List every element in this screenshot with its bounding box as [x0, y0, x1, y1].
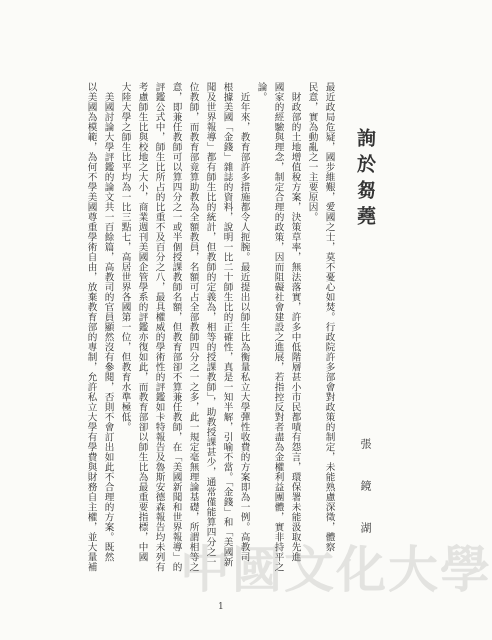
text-column: 考慮師生比與校地之大小，商業週刊美國企管學系的評鑑亦復如此，而教育部卻以師生比為最重要指標，中國 — [136, 82, 148, 562]
text-column: 國家的經驗與理念，制定合理的政策，因而阻礙社會建設之進展，若指控反對者盡為金權利益團體，實非持平之 — [272, 82, 284, 572]
text-column: 近年來，教育部許多措施都令人扼腕。最近提出以師生比為衡量私立大學彈性收費的方案即為一例。高教司 — [238, 92, 250, 562]
text-column: 財政部的土地增值稅方案，決策草率，無法落實，許多中低階層甚小市民都嘖有怨言，環保署未能汲取先進 — [289, 92, 301, 562]
text-column: 大陸大學之師生比平均為一比三點七，高居世界各國第一位，但教育水準極低。 — [119, 82, 131, 432]
author-name: 張 鏡 湖 — [359, 438, 372, 542]
text-column: 以美國為模範，為何不學美國尊重學術自由，放棄教育部的專制，允許私立大學有學費與財務自主權，並大量補 — [85, 82, 97, 572]
page-number: 1 — [218, 602, 224, 612]
text-column: 評鑑公式中，師生比所占的比重不及百分之八，最具權威的學術性的評鑑如卡特報告及魯斯安德森報告均未列有 — [153, 82, 165, 572]
text-column: 位教師，而教育部竟算助教為全額教員，名額可占全部教師四分之一之多，此一規定毫無理論基礎，所謂相等之 — [187, 82, 199, 572]
text-column: 美國討論大學評鑑的論文共一百餘篇，高教司的官員顯然沒有參閱，否則不會訂出如此不合理的方案。既然 — [102, 92, 114, 562]
text-column: 根據美國「金錢」雜誌的資料，說明一比二十師生比的正確性，真是一知半解，引喻不當。「金錢」和「美國新 — [221, 82, 233, 568]
article-title: 詢於芻蕘 — [354, 128, 376, 232]
text-column: 聞及世界報導」都有師生比的統計，但教師的定義為，相等的授課教師」，助教授課甚少，通常僅能算四分之一 — [204, 82, 216, 568]
text-column: 最近政局危疑，國步維艱，愛國之士，莫不憂心如焚。行政院許多部會對政策的制定，未能熟慮深徵，體察 — [323, 82, 335, 552]
watermark-text: 中國文化大學 — [180, 540, 492, 599]
text-column: 民意，實為動亂之一主要原因。 — [306, 82, 318, 222]
text-column: 意，即兼任教師可以算四分之一或半個授課教師名額，但教育部卻不算兼任教師，在「美國新聞和世界報導」的 — [170, 82, 182, 572]
text-column: 論。 — [255, 82, 267, 102]
